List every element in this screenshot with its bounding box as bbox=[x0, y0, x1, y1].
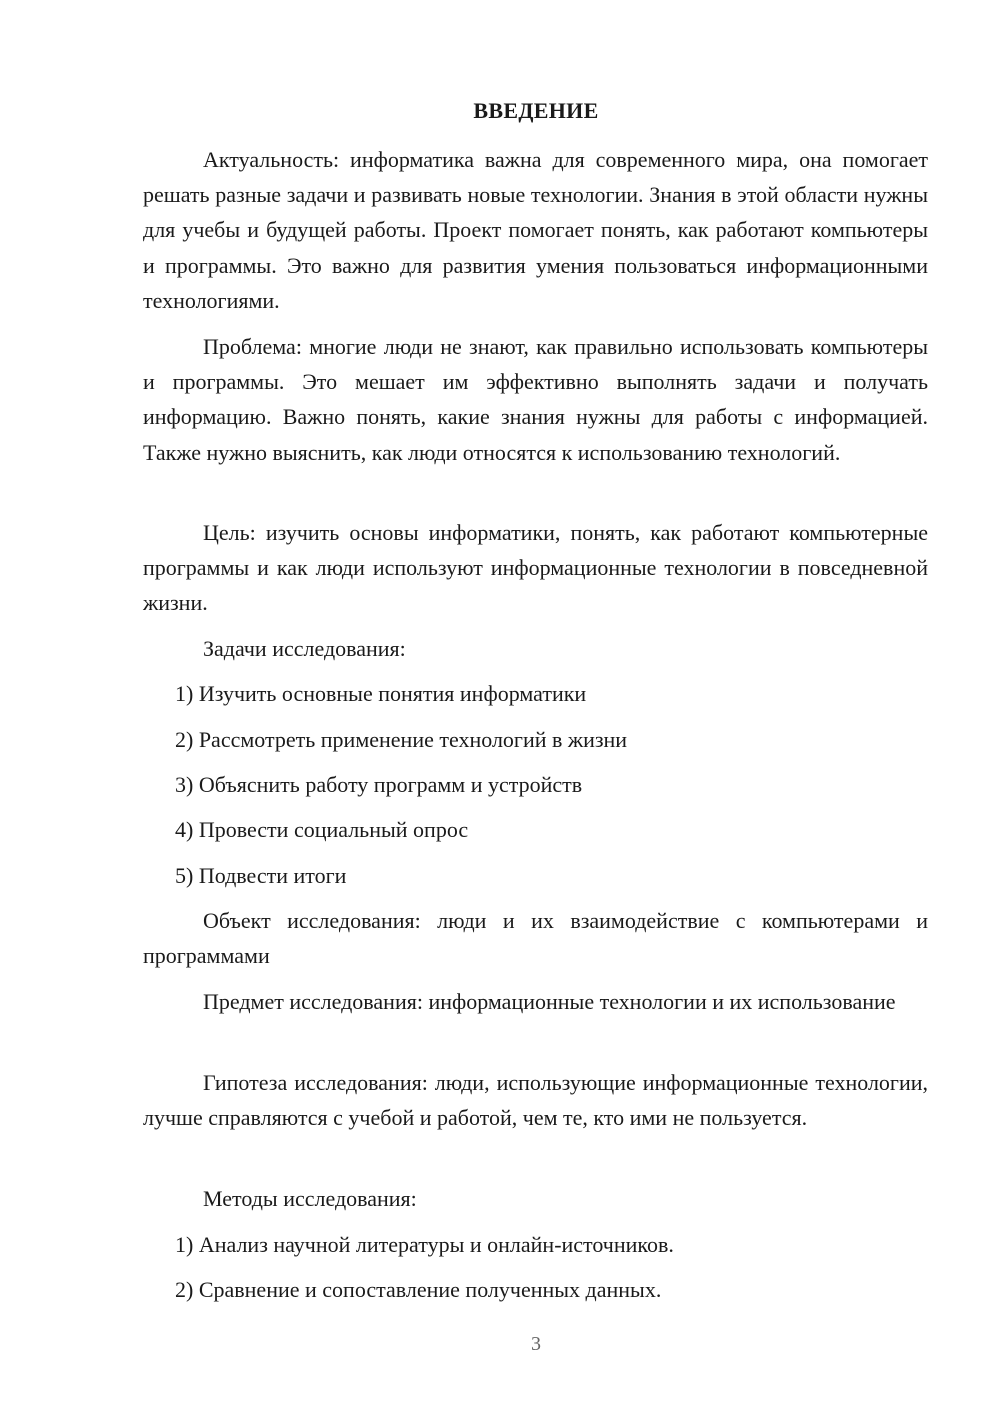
subject-paragraph: Предмет исследования: информационные технологии и их использование bbox=[203, 989, 896, 1014]
problem-paragraph: Проблема: многие люди не знают, как правильно использовать компьютеры и программы. Это мешает им эффективно выполнять задачи и получать информацию. Важно понять, какие знания нужны для работы с информацией. Также нужно выяснить, как люди относятся к использованию технологий. bbox=[143, 334, 928, 465]
relevance-paragraph: Актуальность: информатика важна для современного мира, она помогает решать разные задачи и развивать новые технологии. Знания в этой области нужны для учебы и будущей работы. Проект помогает понять, как работают компьютеры и программы. Это важно для развития умения пользоваться информационными технологиями. bbox=[143, 147, 928, 313]
task-item-5: 5) Подвести итоги bbox=[175, 863, 347, 888]
task-item-4: 4) Провести социальный опрос bbox=[175, 817, 469, 842]
goal-paragraph: Цель: изучить основы информатики, понять, как работают компьютерные программы и как люди используют информационные технологии в повседневной жизни. bbox=[143, 520, 928, 616]
hypothesis-paragraph: Гипотеза исследования: люди, использующие информационные технологии, лучше справляются с учебой и работой, чем те, кто ими не пользуется. bbox=[143, 1070, 928, 1131]
task-item-1: 1) Изучить основные понятия информатики bbox=[175, 681, 587, 706]
methods-heading: Методы исследования: bbox=[203, 1186, 417, 1211]
page-number: 3 bbox=[531, 1333, 541, 1355]
method-item-1: 1) Анализ научной литературы и онлайн-источников. bbox=[175, 1232, 674, 1257]
task-item-3: 3) Объяснить работу программ и устройств bbox=[175, 772, 583, 797]
tasks-heading: Задачи исследования: bbox=[203, 636, 406, 661]
object-paragraph: Объект исследования: люди и их взаимодействие с компьютерами и программами bbox=[143, 908, 928, 969]
task-item-2: 2) Рассмотреть применение технологий в жизни bbox=[175, 727, 628, 752]
page-title: ВВЕДЕНИЕ bbox=[473, 98, 599, 123]
method-item-2: 2) Сравнение и сопоставление полученных данных. bbox=[175, 1277, 662, 1302]
